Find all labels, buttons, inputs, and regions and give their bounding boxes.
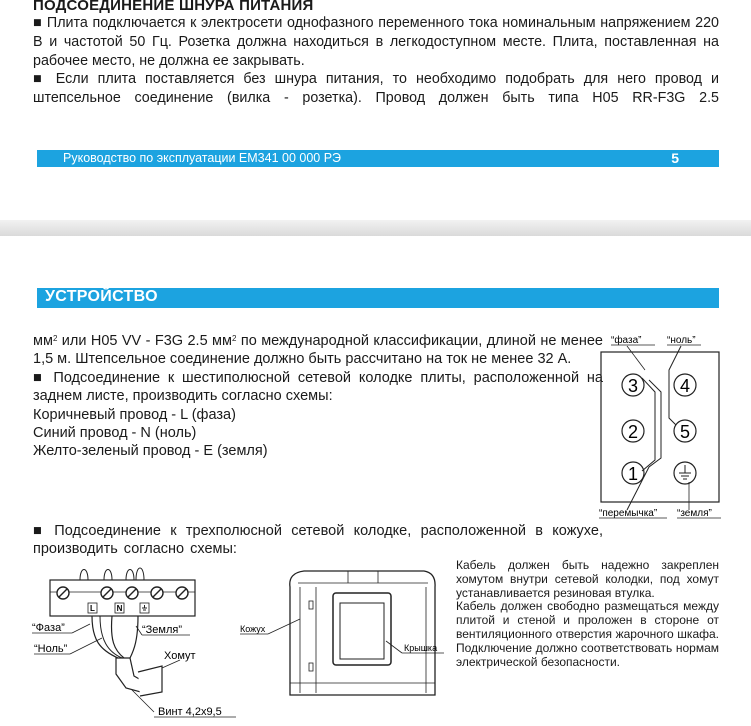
svg-text:5: 5 [679, 422, 691, 442]
terminal-5 [674, 420, 696, 442]
wire-yellow-green: Желто-зеленый провод - Е (земля) [33, 443, 268, 460]
six-pole-diagram [597, 330, 723, 520]
terminal-4 [674, 374, 696, 396]
cable-note [456, 559, 719, 669]
page-number: 5 [671, 150, 679, 166]
page-footer [37, 150, 719, 167]
earth-terminal-icon [140, 603, 149, 613]
paragraph-six-pole: ■ Подсоединение к шестиполюсной сетевой колодке плиты, расположенной на заднем листе, производить согласно схемы: [33, 369, 603, 405]
label-phase: “фаза” [611, 335, 642, 346]
terminal-label-l: L [90, 604, 95, 613]
earth-terminal-icon [674, 462, 696, 484]
stove-rear-diagram [238, 565, 446, 700]
section-title-bar [37, 288, 719, 308]
label-screw: Винт 4,2х9,5 [158, 706, 222, 718]
paragraph-three-pole: ■ Подсоединение к трехполюсной сетевой колодке, расположенной в кожухе, производить согласно схемы: [33, 523, 603, 558]
section-heading-power-cord: ПОДСОЕДИНЕНИЕ ШНУРА ПИТАНИЯ [33, 0, 314, 14]
cable-note-fixing: Кабель должен быть надежно закреплен хомутом внутри сетевой колодки, под хомут устанавливается резиновая втулка. [456, 558, 719, 600]
screw-icon [57, 587, 69, 599]
label-jumper: “перемычка” [599, 508, 658, 519]
footer-title: Руководство по эксплуатации ЕМ341 00 000 РЭ [63, 151, 342, 165]
wire-brown: Коричневый провод - L (фаза) [33, 406, 236, 423]
svg-text:4: 4 [679, 376, 691, 396]
label-clamp: Хомут [164, 650, 196, 662]
label-cover: Крышка [404, 643, 438, 653]
terminal-cover [333, 593, 391, 665]
cable-note-routing: Кабель должен свободно размещаться между плитой и стеной и проложен в стороне от вентиляционного отверстия жарочного шкафа. Подключение должно соответствовать нормам электрической безопасности. [456, 599, 719, 669]
terminal-3 [622, 374, 644, 396]
terminal-2 [622, 420, 644, 442]
paragraph-cable-type: ■ Если плита поставляется без шнура питания, то необходимо подобрать для него провод и штепсельное соединение (вилка - розетка). Провод должен быть типа Н05 RR-F3G 2.5 [33, 71, 719, 107]
screw-icon [151, 587, 163, 599]
label-neutral: “Ноль” [34, 643, 68, 655]
paragraph-cable-length: $мм^2$ или Н05 VV - F3G 2.5 $мм^2$ по международной классификации, длиной не менее 1,5 м. Штепсельное соединение должно быть рассчитано на ток не менее 32 А. [33, 333, 603, 368]
three-pole-diagram [30, 560, 240, 722]
screw-icon [126, 587, 138, 599]
page-separator [0, 220, 751, 236]
label-earth: “земля” [677, 508, 712, 519]
label-earth: “Земля” [142, 624, 183, 636]
wire-blue: Синий провод - N (ноль) [33, 425, 197, 442]
paragraph-power-supply: ■ Плита подключается к электросети однофазного переменного тока номинальным напряжением 220 В и частотой 50 Гц. Розетка должна находиться в легкодоступном месте. Плита, поставленная на рабочее место, не должна ее закрывать. [33, 15, 719, 69]
terminal-label-n: N [116, 604, 123, 613]
label-neutral: “ноль” [667, 335, 696, 346]
screw-icon [176, 587, 188, 599]
svg-text:2: 2 [627, 422, 639, 442]
terminal-1 [622, 462, 644, 484]
section-title: УСТРОЙСТВО [45, 288, 158, 305]
label-casing: Кожух [240, 624, 266, 634]
svg-text:1: 1 [627, 464, 639, 484]
power-cord-text [33, 14, 719, 108]
terminal-block-frame [601, 352, 719, 502]
svg-text:3: 3 [627, 376, 639, 396]
label-phase: “Фаза” [32, 622, 65, 634]
screw-icon [101, 587, 113, 599]
clamp-icon [138, 666, 162, 696]
device-text [33, 332, 603, 461]
